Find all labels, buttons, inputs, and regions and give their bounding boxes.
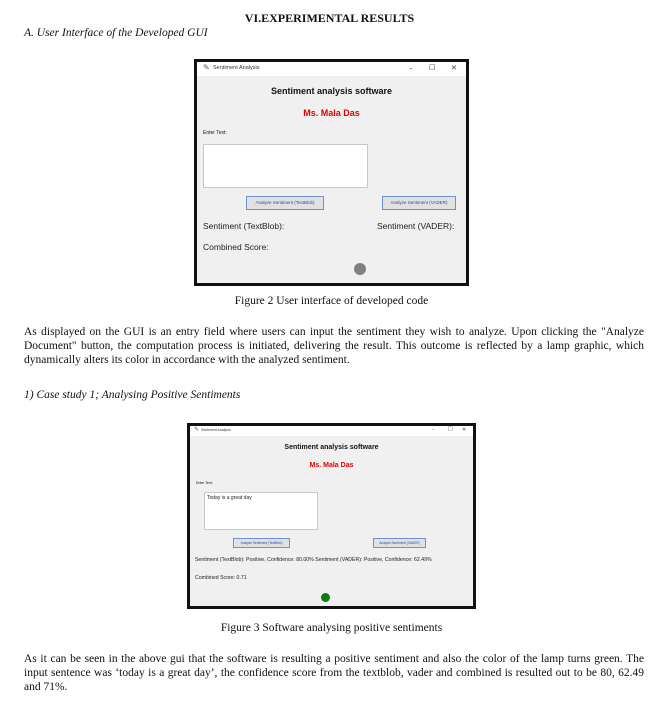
minimize-button[interactable]: – <box>432 427 435 433</box>
feather-icon: ✎ <box>194 427 200 433</box>
analyze-textblob-button[interactable]: Analyze Sentiment (TextBlob) <box>246 196 324 210</box>
author-name: Ms. Mala Das <box>309 462 354 469</box>
subsection-heading: A. User Interface of the Developed GUI <box>24 27 208 39</box>
maximize-button[interactable]: □ <box>448 426 453 432</box>
combined-score: Combined Score: 0.71 <box>195 575 247 581</box>
section-title: VI.EXPERIMENTAL RESULTS <box>244 11 415 25</box>
figure2-caption: Figure 2 User interface of developed code <box>234 295 429 307</box>
analyze-vader-button[interactable]: Analyze Sentiment (VADER) <box>382 196 456 210</box>
enter-text-label: Enter Text: <box>196 481 213 485</box>
author-name: Ms. Mala Das <box>303 108 360 118</box>
entry-value: Today is a great day <box>207 495 252 501</box>
maximize-button[interactable]: □ <box>429 63 436 71</box>
minimize-button[interactable]: – <box>409 64 413 72</box>
app-title: Sentiment analysis software <box>284 444 379 451</box>
enter-text-label: Enter Text: <box>203 130 227 136</box>
close-button[interactable]: ✕ <box>462 427 467 433</box>
figure3-window <box>187 423 476 609</box>
close-button[interactable]: ✕ <box>451 64 457 72</box>
app-title: Sentiment analysis software <box>270 86 393 96</box>
window-title: Sentiment Analysis <box>213 65 260 71</box>
text-entry[interactable] <box>203 144 368 188</box>
figure3-titlebar <box>190 426 473 436</box>
sentiment-lamp <box>354 263 366 275</box>
paragraph-2: As it can be seen in the above gui that the software is resulting a positive sentiment and also the color of the lamp turns green. The input sentence was ‘today is a great day’, the confidence score from the textblob, vader and combined is resulted out to be 80, 62.49 and 71%. <box>24 653 644 693</box>
combined-score: Combined Score: <box>203 242 269 252</box>
vader-result: Sentiment (VADER): <box>377 221 455 231</box>
window-title: Sentiment Analysis <box>201 428 231 432</box>
analyze-textblob-button[interactable]: Analyze Sentiment (TextBlob) <box>233 538 290 548</box>
paragraph-1: As displayed on the GUI is an entry field where users can input the sentiment they wish to analyze. Upon clicking the "Analyze Document" button, the computation process is initiated, delivering the result. This outcome is reflected by a lamp graphic, which dynamically alters its color in accordance with the analyzed sentiment. <box>24 326 644 366</box>
figure3-caption: Figure 3 Software analysing positive sentiments <box>220 622 443 634</box>
figure2-titlebar <box>197 62 466 76</box>
sentiment-lamp <box>321 593 330 602</box>
text-entry[interactable] <box>204 492 318 530</box>
case-study-heading: 1) Case study 1; Analysing Positive Sentiments <box>24 389 241 401</box>
textblob-result: Sentiment (TextBlob): <box>203 221 285 231</box>
feather-icon: ✎ <box>203 63 210 72</box>
analyze-vader-button[interactable]: Analyze Sentiment (VADER) <box>373 538 426 548</box>
sentiment-result-line: Sentiment (TextBlob): Positive, Confidence: 80.00% Sentiment (VADER): Positive, Confidence: 62.49% <box>195 557 432 563</box>
figure2-window <box>194 59 469 286</box>
